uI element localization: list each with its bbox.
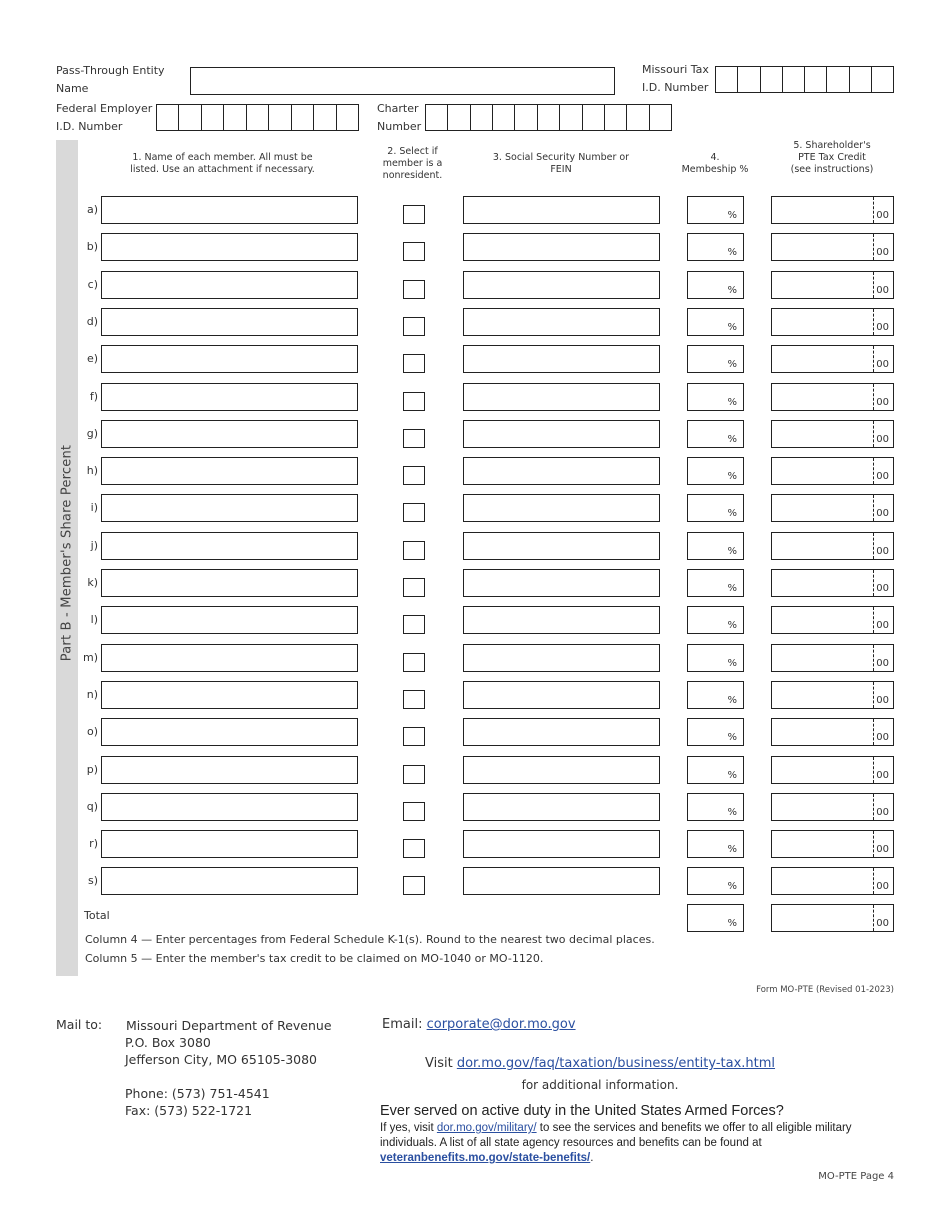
military-link[interactable]: dor.mo.gov/military/ (436, 1122, 537, 1134)
ssn-fein-input[interactable] (463, 793, 660, 821)
cents-divider (873, 645, 874, 671)
row-label: p) (86, 763, 98, 776)
email-label: Email: (382, 1017, 423, 1032)
pte-credit-input[interactable] (771, 718, 894, 746)
member-name-input[interactable] (101, 383, 358, 411)
entity-name-label: Pass-Through Entity Name (56, 64, 165, 95)
charter-number-input[interactable] (425, 104, 672, 131)
cents-divider (873, 794, 874, 820)
row-label: l) (90, 613, 98, 626)
row-label: b) (86, 240, 98, 253)
mail-line-3: Jefferson City, MO 65105-3080 (125, 1052, 318, 1067)
fein-input[interactable] (156, 104, 359, 131)
cents-divider (873, 607, 874, 633)
cents-label: 00 (876, 546, 889, 557)
ssn-fein-input[interactable] (463, 271, 660, 299)
percent-symbol: % (727, 881, 737, 892)
pte-credit-input[interactable] (771, 308, 894, 336)
percent-symbol: % (727, 359, 737, 370)
percent-symbol: % (727, 807, 737, 818)
percent-symbol: % (727, 397, 737, 408)
membership-percent-input[interactable] (687, 606, 744, 634)
cents-divider (873, 309, 874, 335)
visit-row (380, 1056, 820, 1071)
pte-credit-input[interactable] (771, 532, 894, 560)
pte-credit-input[interactable] (771, 196, 894, 224)
row-label: k) (87, 576, 98, 589)
cents-divider (873, 272, 874, 298)
membership-percent-input[interactable] (687, 457, 744, 485)
member-name-input[interactable] (101, 606, 358, 634)
row-label: j) (90, 539, 98, 552)
email-link[interactable]: corporate@dor.mo.gov (426, 1017, 576, 1032)
cents-label: 00 (876, 695, 889, 706)
col4-header: 4. Membeship % (681, 152, 749, 175)
ssn-fein-input[interactable] (463, 532, 660, 560)
cents-label: 00 (876, 620, 889, 631)
nonresident-checkbox[interactable] (403, 354, 425, 373)
mail-line-1: Missouri Department of Revenue (126, 1018, 332, 1033)
mail-line-2: P.O. Box 3080 (125, 1035, 211, 1050)
page-label: MO-PTE Page 4 (818, 1171, 894, 1182)
cents-divider (873, 570, 874, 596)
row-label: q) (86, 800, 98, 813)
veteran-benefits-link[interactable]: veteranbenefits.mo.gov/state-benefits/ (380, 1152, 591, 1164)
cents-label: 00 (876, 359, 889, 370)
pte-credit-input[interactable] (771, 644, 894, 672)
member-name-input[interactable] (101, 420, 358, 448)
col2-header: 2. Select if member is a nonresident. (382, 146, 443, 181)
member-name-input[interactable] (101, 196, 358, 224)
nonresident-checkbox[interactable] (403, 615, 425, 634)
row-label: d) (86, 315, 98, 328)
membership-percent-input[interactable] (687, 308, 744, 336)
cents-label: 00 (876, 881, 889, 892)
membership-percent-input[interactable] (687, 345, 744, 373)
nonresident-checkbox[interactable] (403, 578, 425, 597)
membership-percent-input[interactable] (687, 196, 744, 224)
note-column-5: Column 5 — Enter the member's tax credit to be claimed on MO-1040 or MO-1120. (85, 952, 544, 965)
ssn-fein-input[interactable] (463, 718, 660, 746)
cents-divider (873, 495, 874, 521)
percent-symbol: % (727, 322, 737, 333)
nonresident-checkbox[interactable] (403, 429, 425, 448)
total-credit-input[interactable] (771, 904, 894, 932)
member-name-input[interactable] (101, 718, 358, 746)
cents-divider (873, 234, 874, 260)
member-name-input[interactable] (101, 494, 358, 522)
nonresident-checkbox[interactable] (403, 653, 425, 672)
cents-divider (873, 719, 874, 745)
cents-label: 00 (876, 658, 889, 669)
member-name-input[interactable] (101, 345, 358, 373)
membership-percent-input[interactable] (687, 756, 744, 784)
pte-credit-input[interactable] (771, 494, 894, 522)
row-label: g) (86, 427, 98, 440)
percent-symbol: % (727, 546, 737, 557)
ssn-fein-input[interactable] (463, 606, 660, 634)
cents-label: 00 (876, 210, 889, 221)
nonresident-checkbox[interactable] (403, 839, 425, 858)
ssn-fein-input[interactable] (463, 644, 660, 672)
cents-divider (873, 905, 874, 931)
membership-percent-input[interactable] (687, 532, 744, 560)
ssn-fein-input[interactable] (463, 457, 660, 485)
pte-credit-input[interactable] (771, 867, 894, 895)
percent-symbol: % (727, 658, 737, 669)
cents-label: 00 (876, 322, 889, 333)
percent-symbol: % (727, 583, 737, 594)
cents-divider (873, 757, 874, 783)
member-name-input[interactable] (101, 756, 358, 784)
percent-symbol: % (727, 508, 737, 519)
member-name-input[interactable] (101, 457, 358, 485)
ssn-fein-input[interactable] (463, 569, 660, 597)
percent-symbol: % (727, 918, 737, 929)
ssn-fein-input[interactable] (463, 756, 660, 784)
cents-label: 00 (876, 918, 889, 929)
mo-tax-id-input[interactable] (715, 66, 894, 93)
member-name-input[interactable] (101, 233, 358, 261)
row-label: c) (87, 278, 98, 291)
form-revision: Form MO-PTE (Revised 01-2023) (756, 985, 894, 995)
visit-after: for additional information. (521, 1078, 679, 1092)
cents-divider (873, 421, 874, 447)
nonresident-checkbox[interactable] (403, 503, 425, 522)
nonresident-checkbox[interactable] (403, 317, 425, 336)
cents-divider (873, 346, 874, 372)
membership-percent-input[interactable] (687, 569, 744, 597)
pte-credit-input[interactable] (771, 420, 894, 448)
membership-percent-input[interactable] (687, 830, 744, 858)
row-label: h) (86, 464, 98, 477)
cents-label: 00 (876, 285, 889, 296)
pte-credit-input[interactable] (771, 756, 894, 784)
row-label: i) (90, 501, 98, 514)
percent-symbol: % (727, 247, 737, 258)
col1-header: 1. Name of each member. All must be listed. Use an attachment if necessary. (130, 152, 315, 175)
percent-symbol: % (727, 210, 737, 221)
charter-number-label: Charter Number (377, 102, 422, 133)
part-b-title: Part B - Member's Share Percent (59, 444, 75, 662)
ssn-fein-input[interactable] (463, 345, 660, 373)
nonresident-checkbox[interactable] (403, 802, 425, 821)
nonresident-checkbox[interactable] (403, 876, 425, 895)
mail-label: Mail to: (56, 1017, 103, 1032)
percent-symbol: % (727, 471, 737, 482)
member-name-input[interactable] (101, 271, 358, 299)
nonresident-checkbox[interactable] (403, 466, 425, 485)
pte-credit-input[interactable] (771, 271, 894, 299)
fein-label: Federal Employer I.D. Number (56, 102, 153, 133)
nonresident-checkbox[interactable] (403, 690, 425, 709)
percent-symbol: % (727, 620, 737, 631)
pte-credit-input[interactable] (771, 233, 894, 261)
military-heading: Ever served on active duty in the United States Armed Forces? (380, 1103, 784, 1119)
fax: Fax: (573) 522-1721 (125, 1103, 253, 1118)
membership-percent-input[interactable] (687, 383, 744, 411)
ssn-fein-input[interactable] (463, 420, 660, 448)
cents-label: 00 (876, 434, 889, 445)
member-name-input[interactable] (101, 681, 358, 709)
cents-label: 00 (876, 732, 889, 743)
member-name-input[interactable] (101, 830, 358, 858)
pte-credit-input[interactable] (771, 383, 894, 411)
pte-credit-input[interactable] (771, 793, 894, 821)
total-label: Total (84, 909, 110, 922)
ssn-fein-input[interactable] (463, 681, 660, 709)
cents-label: 00 (876, 583, 889, 594)
membership-percent-input[interactable] (687, 681, 744, 709)
cents-label: 00 (876, 471, 889, 482)
cents-label: 00 (876, 397, 889, 408)
cents-label: 00 (876, 844, 889, 855)
membership-percent-input[interactable] (687, 233, 744, 261)
member-name-input[interactable] (101, 793, 358, 821)
row-label: a) (86, 203, 98, 216)
member-name-input[interactable] (101, 569, 358, 597)
ssn-fein-input[interactable] (463, 830, 660, 858)
military-text-4: . (590, 1152, 594, 1164)
ssn-fein-input[interactable] (463, 867, 660, 895)
cents-divider (873, 831, 874, 857)
membership-percent-input[interactable] (687, 867, 744, 895)
percent-symbol: % (727, 844, 737, 855)
ssn-fein-input[interactable] (463, 233, 660, 261)
row-label: e) (86, 352, 98, 365)
cents-divider (873, 384, 874, 410)
cents-label: 00 (876, 508, 889, 519)
cents-divider (873, 197, 874, 223)
ssn-fein-input[interactable] (463, 308, 660, 336)
membership-percent-input[interactable] (687, 718, 744, 746)
nonresident-checkbox[interactable] (403, 541, 425, 560)
row-label: r) (89, 837, 98, 850)
col5-header: 5. Shareholder's PTE Tax Credit (see instructions) (790, 140, 874, 175)
cents-label: 00 (876, 247, 889, 258)
membership-percent-input[interactable] (687, 271, 744, 299)
nonresident-checkbox[interactable] (403, 205, 425, 224)
mail-address (125, 1017, 332, 1119)
total-percent-input[interactable] (687, 904, 744, 932)
percent-symbol: % (727, 770, 737, 781)
percent-symbol: % (727, 285, 737, 296)
pte-credit-input[interactable] (771, 830, 894, 858)
col3-header: 3. Social Security Number or FEIN (492, 152, 630, 175)
pte-credit-input[interactable] (771, 569, 894, 597)
entity-tax-link[interactable]: dor.mo.gov/faq/taxation/business/entity-tax.html (456, 1056, 776, 1071)
membership-percent-input[interactable] (687, 494, 744, 522)
cents-divider (873, 868, 874, 894)
nonresident-checkbox[interactable] (403, 392, 425, 411)
cents-label: 00 (876, 770, 889, 781)
pte-credit-input[interactable] (771, 345, 894, 373)
membership-percent-input[interactable] (687, 420, 744, 448)
mo-tax-id-label: Missouri Tax I.D. Number (642, 63, 709, 94)
percent-symbol: % (727, 695, 737, 706)
visit-label: Visit (424, 1056, 453, 1071)
military-text-2: to see the services and benefits we offer to all eligible (539, 1122, 812, 1134)
member-name-input[interactable] (101, 867, 358, 895)
pte-credit-input[interactable] (771, 457, 894, 485)
military-text-1: If yes, visit (380, 1122, 434, 1134)
percent-symbol: % (727, 732, 737, 743)
row-label: o) (86, 725, 98, 738)
pte-credit-input[interactable] (771, 681, 894, 709)
row-label: s) (87, 874, 98, 887)
military-text-3: military individuals. A list of all state agency resources and benefits can be found at (380, 1122, 852, 1149)
percent-symbol: % (727, 434, 737, 445)
row-label: m) (82, 651, 98, 664)
cents-divider (873, 533, 874, 559)
ssn-fein-input[interactable] (463, 383, 660, 411)
nonresident-checkbox[interactable] (403, 765, 425, 784)
ssn-fein-input[interactable] (463, 196, 660, 224)
row-label: f) (89, 390, 98, 403)
membership-percent-input[interactable] (687, 644, 744, 672)
member-name-input[interactable] (101, 532, 358, 560)
membership-percent-input[interactable] (687, 793, 744, 821)
note-column-4: Column 4 — Enter percentages from Federal Schedule K-1(s). Round to the nearest two decimal places. (85, 933, 655, 946)
cents-divider (873, 458, 874, 484)
member-name-input[interactable] (101, 644, 358, 672)
nonresident-checkbox[interactable] (403, 242, 425, 261)
row-label: n) (86, 688, 98, 701)
entity-name-input[interactable] (190, 67, 615, 95)
email-row (382, 1017, 576, 1032)
nonresident-checkbox[interactable] (403, 280, 425, 299)
cents-divider (873, 682, 874, 708)
phone: Phone: (573) 751-4541 (125, 1086, 270, 1101)
military-text (380, 1121, 890, 1166)
member-name-input[interactable] (101, 308, 358, 336)
pte-credit-input[interactable] (771, 606, 894, 634)
nonresident-checkbox[interactable] (403, 727, 425, 746)
cents-label: 00 (876, 807, 889, 818)
ssn-fein-input[interactable] (463, 494, 660, 522)
